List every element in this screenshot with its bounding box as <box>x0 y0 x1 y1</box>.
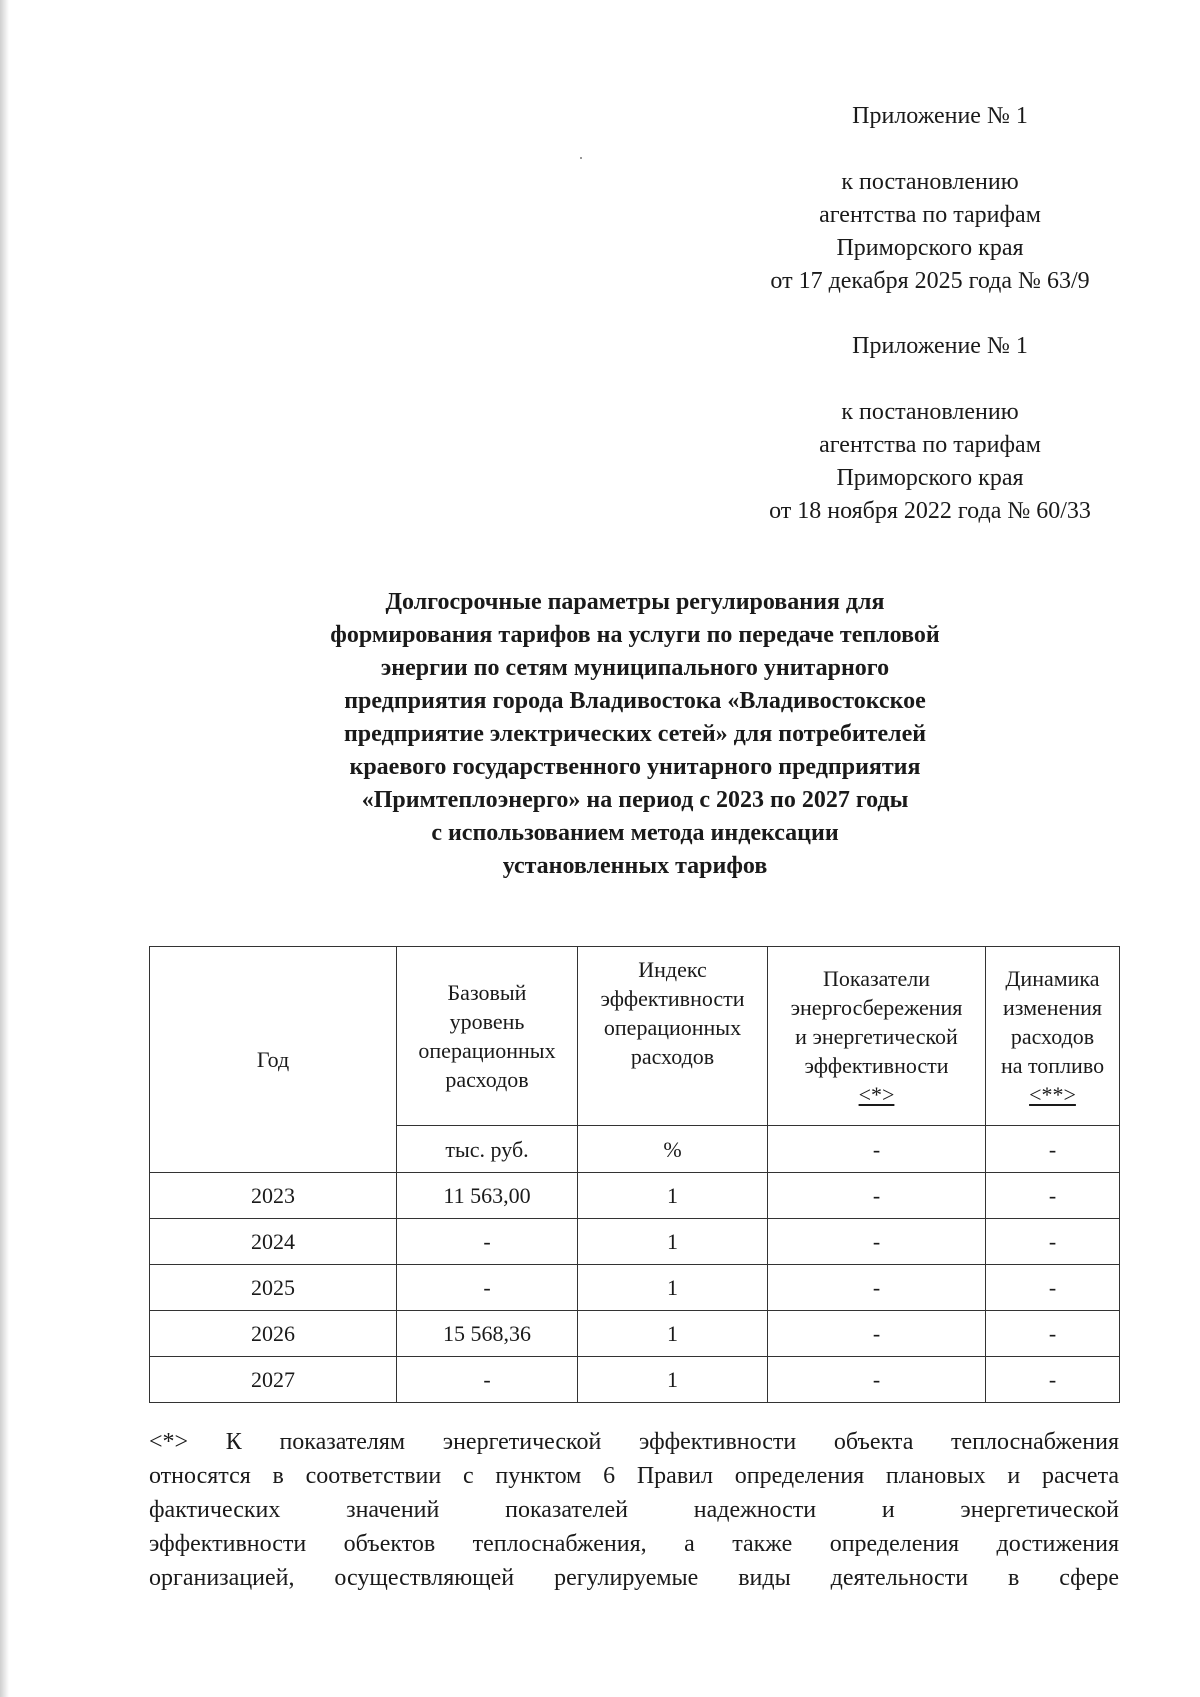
title-line: «Примтеплоэнерго» на период с 2023 по 2027 годы <box>361 787 909 813</box>
unit-cell: - <box>768 1126 986 1173</box>
header-energy-saving <box>768 947 986 1126</box>
cell-energy: - <box>768 1357 986 1403</box>
header-line: изменения <box>1002 994 1103 1020</box>
header-line: Индекс <box>638 957 707 982</box>
cell-base-level: 15 568,36 <box>397 1311 578 1357</box>
table-row <box>150 1265 1120 1311</box>
scan-speck <box>580 157 582 159</box>
header-efficiency-index <box>578 947 768 1126</box>
appendix-line: от 17 декабря 2025 года № 63/9 <box>770 268 1090 294</box>
cell-year: 2027 <box>150 1357 397 1403</box>
header-line: расходов <box>1010 1023 1095 1049</box>
appendix-current-reference <box>700 166 1160 298</box>
cell-base-level: 11 563,00 <box>397 1173 578 1219</box>
document-title <box>200 586 1070 883</box>
cell-year: 2024 <box>150 1219 397 1265</box>
cell-fuel: - <box>986 1357 1120 1403</box>
header-line: операционных <box>603 1015 742 1040</box>
cell-index: 1 <box>578 1265 768 1311</box>
header-line: Показатели <box>822 965 931 991</box>
cell-fuel: - <box>986 1173 1120 1219</box>
unit-cell: тыс. руб. <box>397 1126 578 1173</box>
cell-year: 2026 <box>150 1311 397 1357</box>
title-line: Долгосрочные параметры регулирования для <box>385 589 885 615</box>
title-line: предприятия города Владивостока «Владивостокское <box>344 688 926 714</box>
cell-fuel: - <box>986 1265 1120 1311</box>
header-line: энергосбережения <box>790 994 963 1020</box>
cell-fuel: - <box>986 1311 1120 1357</box>
footnote-line: организацией, осуществляющей регулируемые виды деятельности в сфере <box>149 1565 1119 1591</box>
cell-base-level: - <box>397 1357 578 1403</box>
header-base-level <box>397 947 578 1126</box>
cell-energy: - <box>768 1265 986 1311</box>
title-line: энергии по сетям муниципального унитарного <box>380 655 890 681</box>
appendix-line: к постановлению <box>841 169 1019 195</box>
cell-index: 1 <box>578 1219 768 1265</box>
appendix-line: Приморского края <box>836 235 1024 261</box>
title-line: краевого государственного унитарного предприятия <box>349 754 921 780</box>
cell-energy: - <box>768 1311 986 1357</box>
unit-cell: - <box>986 1126 1120 1173</box>
header-line: расходов <box>630 1044 715 1069</box>
cell-year: 2025 <box>150 1265 397 1311</box>
cell-index: 1 <box>578 1311 768 1357</box>
header-line: расходов <box>445 1067 529 1092</box>
table-row <box>150 1357 1120 1403</box>
footnote-line: фактических значений показателей надежности и энергетической <box>149 1497 1119 1523</box>
title-line: установленных тарифов <box>502 853 768 879</box>
appendix-line: к постановлению <box>841 399 1019 425</box>
appendix-line: от 18 ноября 2022 года № 60/33 <box>769 498 1091 524</box>
cell-base-level: - <box>397 1265 578 1311</box>
title-line: с использованием метода индексации <box>431 820 839 846</box>
footnote-line: <*> К показателям энергетической эффективности объекта теплоснабжения <box>149 1429 1119 1455</box>
header-line: операционных <box>418 1038 556 1063</box>
unit-cell: % <box>578 1126 768 1173</box>
header-line: уровень <box>449 1009 525 1034</box>
appendix-original-title <box>790 330 1090 363</box>
header-line: Базовый <box>447 980 527 1005</box>
cell-index: 1 <box>578 1357 768 1403</box>
appendix-title-text: Приложение № 1 <box>852 103 1028 129</box>
title-line: предприятие электрических сетей» для потребителей <box>343 721 927 747</box>
header-year: Год <box>150 947 397 1173</box>
table-header-row <box>150 947 1120 1126</box>
cell-energy: - <box>768 1219 986 1265</box>
footnote-line: относятся в соответствии с пунктом 6 Правил определения плановых и расчета <box>149 1463 1119 1489</box>
appendix-line: агентства по тарифам <box>819 432 1041 458</box>
table-row <box>150 1311 1120 1357</box>
cell-fuel: - <box>986 1219 1120 1265</box>
header-line: на топливо <box>1000 1052 1105 1078</box>
appendix-title-text: Приложение № 1 <box>852 333 1028 359</box>
header-line: эффективности <box>804 1052 949 1078</box>
table-row <box>150 1173 1120 1219</box>
footnote-line: эффективности объектов теплоснабжения, а также определения достижения <box>149 1531 1119 1557</box>
header-line: и энергетической <box>795 1023 958 1049</box>
footnote-ref-link[interactable]: <**> <box>1029 1081 1076 1107</box>
appendix-line: агентства по тарифам <box>819 202 1041 228</box>
header-line: Динамика <box>1005 965 1100 991</box>
scan-shadow-edge <box>0 0 9 1697</box>
title-line: формирования тарифов на услуги по передаче тепловой <box>330 622 940 648</box>
header-line: эффективности <box>600 986 745 1011</box>
cell-index: 1 <box>578 1173 768 1219</box>
footnote-ref-link[interactable]: <*> <box>858 1081 895 1107</box>
appendix-line: Приморского края <box>836 465 1024 491</box>
header-fuel-dynamics <box>986 947 1120 1126</box>
appendix-original-reference <box>700 396 1160 528</box>
cell-energy: - <box>768 1173 986 1219</box>
footnote-energy-efficiency <box>149 1425 1119 1595</box>
table-row <box>150 1219 1120 1265</box>
cell-year: 2023 <box>150 1173 397 1219</box>
cell-base-level: - <box>397 1219 578 1265</box>
regulation-parameters-table <box>149 946 1120 1403</box>
appendix-current-title <box>790 100 1090 133</box>
